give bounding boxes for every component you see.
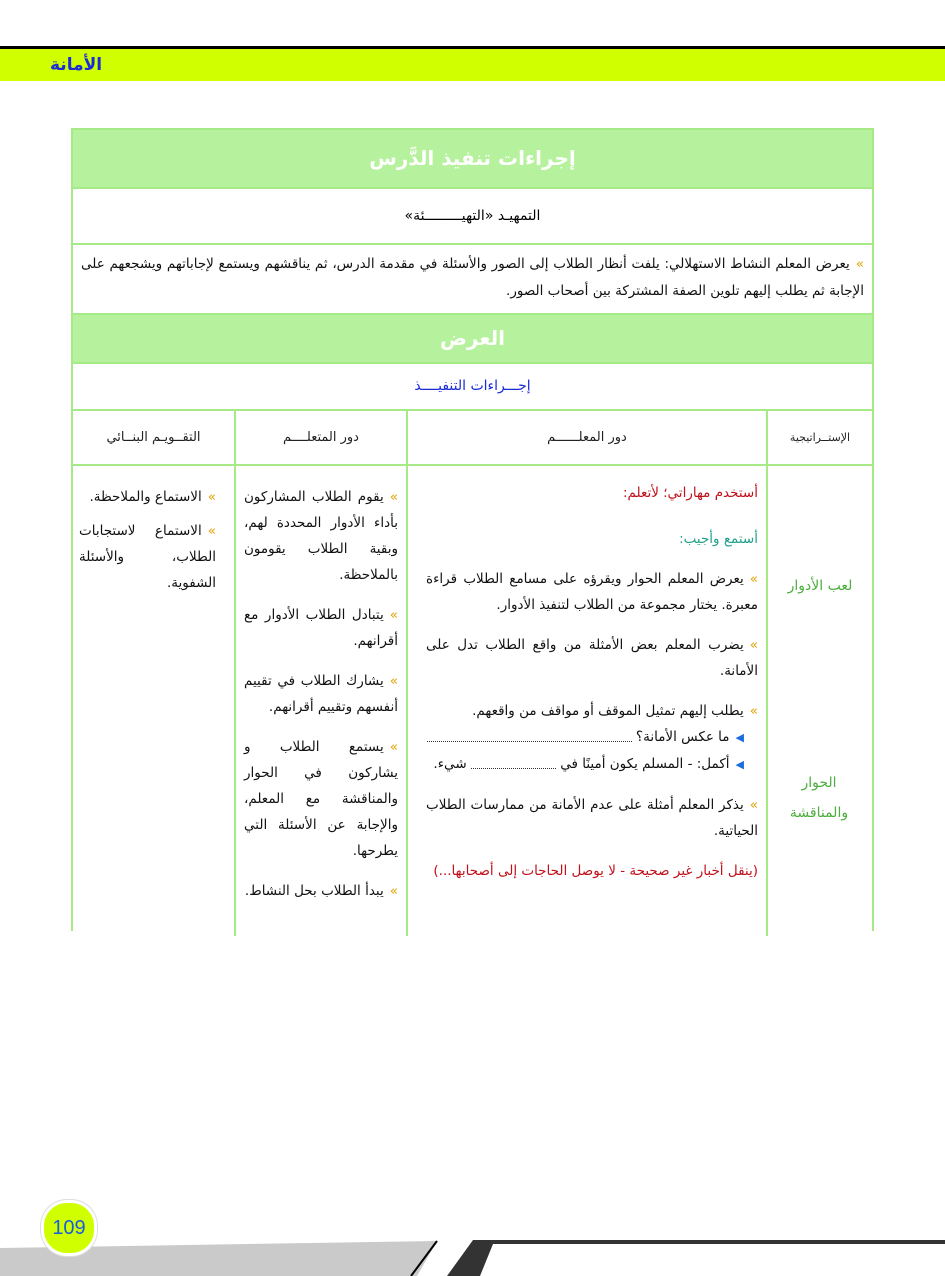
- learner-item: »يتبادل الطلاب الأدوار مع أقرانهم.: [244, 607, 398, 649]
- answer-text: (ينقل أخبار غير صحيحة - لا يوصل الحاجات إلى أصحابها...): [433, 863, 758, 879]
- page-number: 109: [41, 1200, 97, 1256]
- learner-item: »يشارك الطلاب في تقييم أنفسهم وتقييم أقرانهم.: [244, 673, 398, 715]
- column-headers: [73, 411, 872, 466]
- procedures-label: إجـــراءات التنفيــــذ: [73, 364, 872, 411]
- teacher-item: »يعرض المعلم الحوار ويقرؤه على مسامع الطلاب قراءة معبرة. يختار مجموعة من الطلاب لتنفيذ الأدوار.: [426, 571, 758, 613]
- unit-title: الأمانة: [50, 55, 103, 75]
- evaluation-cell: [73, 466, 234, 936]
- col-strategy: الإستــراتيجية: [766, 411, 872, 464]
- body-row: [73, 466, 872, 936]
- triangle-icon: ◀: [735, 758, 744, 771]
- table-title: إجراءات تنفيذ الدَّرس: [73, 130, 872, 189]
- teacher-heading-skills: أستخدم مهاراتي؛ لأتعلم:: [623, 485, 758, 501]
- teacher-item: »يطلب إليهم تمثيل الموقف أو مواقف من واقعهم.: [472, 703, 758, 719]
- teacher-cell: [406, 466, 766, 936]
- unit-bar: [0, 49, 945, 81]
- lesson-procedures-table: [71, 128, 874, 931]
- learner-item: »يبدأ الطلاب بحل النشاط.: [244, 883, 398, 899]
- learner-cell: [234, 466, 406, 936]
- col-learner: دور المتعلــــم: [234, 411, 406, 464]
- strategy-cell: [766, 466, 872, 936]
- col-teacher: دور المعلــــــم: [406, 411, 766, 464]
- presentation-header: العرض: [73, 315, 872, 364]
- learner-item: »يقوم الطلاب المشاركون بأداء الأدوار المحددة لهم، وبقية الطلاب يقومون بالملاحظة.: [244, 489, 398, 583]
- intro-text: يعرض المعلم النشاط الاستهلالي: يلفت أنظار الطلاب إلى الصور والأسئلة في مقدمة الدرس، ثم يناقشهم ويستمع لإجاباتهم ويشجعهم على الإجابة ثم يطلب إليهم تلوين الصفة المشتركة بين أصحاب الصور.: [81, 256, 864, 299]
- teacher-heading-listen: أستمع وأجيب:: [679, 531, 758, 547]
- learner-item: »يستمع الطلاب و يشاركون في الحوار والمناقشة مع المعلم، والإجابة عن الأسئلة التي يطرحها.: [244, 739, 398, 859]
- col-evaluation: التقــويـم البنــائي: [106, 430, 201, 445]
- teacher-item: »يضرب المعلم بعض الأمثلة من واقع الطلاب تدل على الأمانة.: [426, 637, 758, 679]
- strategy-roleplay: لعب الأدوار: [787, 578, 853, 594]
- bullet-icon: »: [855, 256, 864, 272]
- question-1: ◀ما عكس الأمانة؟: [426, 724, 758, 751]
- triangle-icon: ◀: [735, 731, 744, 744]
- evaluation-item: »الاستماع والملاحظة.: [89, 489, 216, 505]
- question-2: ◀أكمل: - المسلم يكون أمينًا في شيء.: [433, 756, 744, 772]
- teacher-item: »يذكر المعلم أمثلة على عدم الأمانة من ممارسات الطلاب الحياتية.: [426, 797, 758, 839]
- intro-row: [73, 245, 872, 315]
- strategy-discussion: الحوار والمناقشة: [789, 775, 849, 821]
- intro-label: التمهيـد «التهيـــــــــئة»: [73, 189, 872, 245]
- footer-decoration: [0, 1236, 945, 1276]
- evaluation-item: »الاستماع لاستجابات الطلاب، والأسئلة الشفوية.: [79, 523, 216, 591]
